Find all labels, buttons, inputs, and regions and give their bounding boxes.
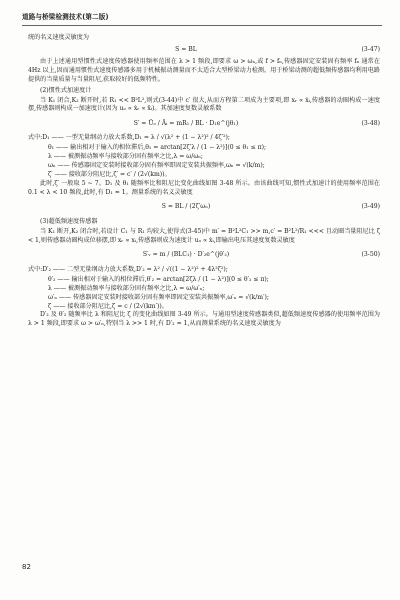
- equation-3-47: [28, 44, 380, 56]
- definition-line: 式中:D₁ —— 一型无量纲动力放大系数,D₁ = λ / √(λ² + (1 − λ²)² / 4ζ′²);: [28, 134, 230, 142]
- section-heading: (2)惯性式加速度计: [40, 86, 92, 94]
- equation-body: S = BL / (2ζ′ωₙ): [161, 203, 211, 211]
- paragraph: D′₂ 及 θ′₂ 随频率比 λ 和阻尼比 ζ 的变化曲线如图 3-49 所示。与通用型速度传感器类似,超低频速度传感器的使用频率范围为 λ > 1 频段,即要求 ω > ω′ₙ,特别当 λ >> 1 时,有 D′₂ ≈ 1,从而测量系统的名义速度灵敏度为: [28, 311, 380, 328]
- equation-body: S′ᵥ = m / (BLC₁) · D′₂e^(jθ′₂): [142, 251, 230, 259]
- definition-line: ωₙ —— 传感器固定安装时接收部分固有频率即固定安装共振频率,ωₙ = √(k/m);: [48, 162, 265, 170]
- equation-3-50: [28, 247, 380, 264]
- definition-line: 式中:D′₂ —— 二型无量纲动力放大系数,D′₂ = λ² / √((1 − λ²)² + 4λ²ζ²);: [28, 265, 228, 273]
- definition-line: λ —— 被测振动频率与接收部分固有频率之比,λ = ω/ω′ₙ;: [48, 284, 205, 292]
- paragraph-intro: 统的名义速度灵敏度为: [28, 34, 89, 41]
- paragraph: 此时,ζ′ 一般取 5 ~ 7。D₁ 及 θ₁ 随频率比和阻尼比变化曲线如图 3-48 所示。由该曲线可知,惯性式加速计的使用频率范围在 0.1 < λ < 10 频段,此时,有 D₁ ≈ 1。测量系统的名义灵敏度: [28, 179, 380, 196]
- equation-body: S′ = Ūₒ / Āᵢ = mR₁ / BL · D₁e^(jθ₁): [133, 119, 239, 127]
- definition-line: θ′₂ —— 输出相对于输入的相位滞后,θ′₂ = arctan[2ζλ / (1 − λ²)](0 ≤ θ′₂ ≤ π);: [48, 275, 269, 283]
- section-heading: (3)超低频速度传感器: [40, 218, 98, 226]
- definition-line: θ₁ —— 输出相对于输入的相位滞后,θ₁ = arctan[2ζ′λ / (1 − λ²)](0 ≤ θ₁ ≤ π);: [48, 144, 267, 152]
- running-header: [22, 10, 382, 26]
- equation-number: (3-49): [361, 203, 380, 211]
- paragraph: 由于上述通用型惯性式速度传感器使用频率范围在 λ > 1 频段,即要求 ω > ωₙ,或 f > fₙ,传感器固定安装固有频率 fₙ 通常在 4Hz 以上,因而通用惯性式速度传感器多用于机械振动测量而不太适合大型桥梁动力检测。用于桥梁动测的超低频传感器均利用电路提供的当量质量与当量阻尼,获取较好的低频特性。: [28, 57, 380, 83]
- page-body: [28, 34, 380, 330]
- definition-line: ω′ₙ —— 传感器固定安装时接收部分固有频率即固定安装共振频率,ω′ₙ = √(k/m′);: [48, 293, 269, 301]
- definition-line: ζ′ —— 接收部分阻尼比,ζ′ = c′ / (2√(km))。: [48, 170, 171, 178]
- book-title: 道路与桥梁检测技术(第二版): [22, 13, 109, 21]
- definition-line: λ —— 被测振动频率与接收部分固有频率之比,λ = ω/ωₙ;: [48, 153, 203, 161]
- paragraph: 当 K₁ 断开,K₂ 闭合时,若设计 C₁ 与 R₁ 均较大,使得式(3-45)中 m′ = B²L²C₁ >> m,c′ = B²L²/R₁ <<< 且动圈当量阻尼比 ζ < 1,则传感器动圈构成位移摆,即 xᵣ ∝ xᵢ,传感器则成为速度计 uₒ ∝ ẋᵢ,即输出电压其速度复数灵敏度: [28, 228, 380, 244]
- page-number: 82: [22, 563, 31, 571]
- equation-number: (3-50): [361, 251, 380, 259]
- equation-body: S = BL: [175, 45, 197, 53]
- paragraph: 当 K₁ 闭合,K₂ 断开时,若 R₁ << B²L²,则式(3-44)中 c′ 很大,从而方程第二项成为主要项,即 xᵣ ∝ ẋᵢ,传感器的动圈构成一速度摆,传感器则构成一加速度计(因为 uₒ ∝ ẋᵣ ∝ ẍᵢ)。其加速度复数灵敏系数: [28, 96, 380, 113]
- equation-number: (3-47): [361, 45, 380, 53]
- equation-3-48: [28, 116, 380, 133]
- equation-3-49: [28, 199, 380, 216]
- definition-line: ζ —— 接收部分阻尼比,ζ = c / (2√(km′))。: [48, 302, 168, 310]
- equation-number: (3-48): [361, 119, 380, 127]
